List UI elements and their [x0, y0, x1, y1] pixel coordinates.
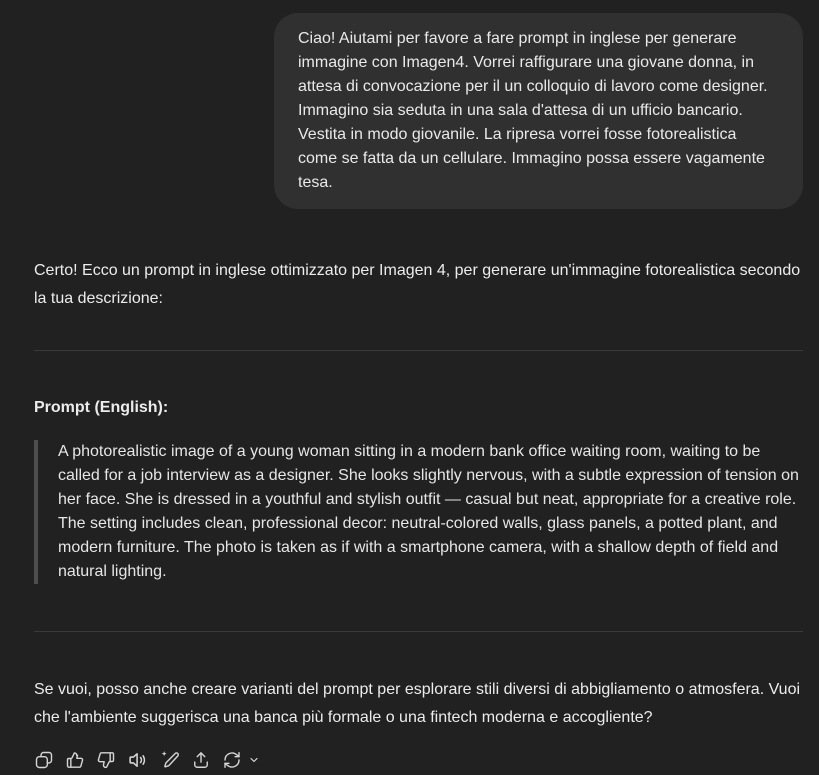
prompt-quote-text: A photorealistic image of a young woman sitting in a modern bank office waiting room, waiting to be called for a job interview as a designer. She looks slightly nervous, with a subtle expression of tension on her face. She is dressed in a youthful and stylish outfit — casual but neat, appropriate for a creative role. The setting includes clean, professional decor: neutral-colored walls, glass panels, a potted plant, and modern furniture. The photo is taken as if with a smartphone camera, with a shallow depth of field and natural lighting. [58, 443, 799, 580]
thumbs-down-button[interactable] [96, 748, 116, 772]
thumbs-down-icon [96, 750, 116, 770]
read-aloud-icon [127, 749, 149, 771]
assistant-message [34, 257, 803, 775]
share-button[interactable] [191, 748, 211, 772]
copy-icon [34, 750, 54, 770]
prompt-heading: Prompt (English): [34, 399, 169, 416]
copy-button[interactable] [34, 748, 54, 772]
section-divider [34, 350, 803, 351]
user-message-text: Ciao! Aiutami per favore a fare prompt in inglese per generare immagine con Imagen4. Vorrei raffigurare una giovane donna, in attesa di convocazione per il un colloquio di lavoro come designer. Immagino sia seduta in una sala d'attesa di un ufficio bancario. Vestita in modo giovanile. La ripresa vorrei fosse fotorealistica come se fatta da un cellulare. Immagino possa essere vagamente tesa. [298, 30, 768, 191]
message-actions-toolbar [34, 745, 803, 775]
assistant-outro-text: Se vuoi, posso anche creare varianti del prompt per esplorare stili diversi di abbigliamento o atmosfera. Vuoi che l'ambiente suggerisca una banca più formale o una fintech moderna e accogliente? [34, 681, 801, 726]
regenerate-button[interactable] [222, 748, 260, 772]
read-aloud-button[interactable] [127, 748, 149, 772]
regenerate-icon [222, 750, 242, 770]
share-icon [191, 750, 211, 770]
edit-icon [160, 750, 180, 770]
thumbs-up-icon [65, 750, 85, 770]
prompt-blockquote [34, 440, 803, 584]
edit-button[interactable] [160, 748, 180, 772]
user-message-bubble [274, 13, 803, 209]
thumbs-up-button[interactable] [65, 748, 85, 772]
user-message-row [34, 13, 803, 209]
section-divider [34, 631, 803, 632]
assistant-intro-text: Certo! Ecco un prompt in inglese ottimizzato per Imagen 4, per generare un'immagine fotorealistica secondo la tua descrizione: [34, 262, 801, 307]
